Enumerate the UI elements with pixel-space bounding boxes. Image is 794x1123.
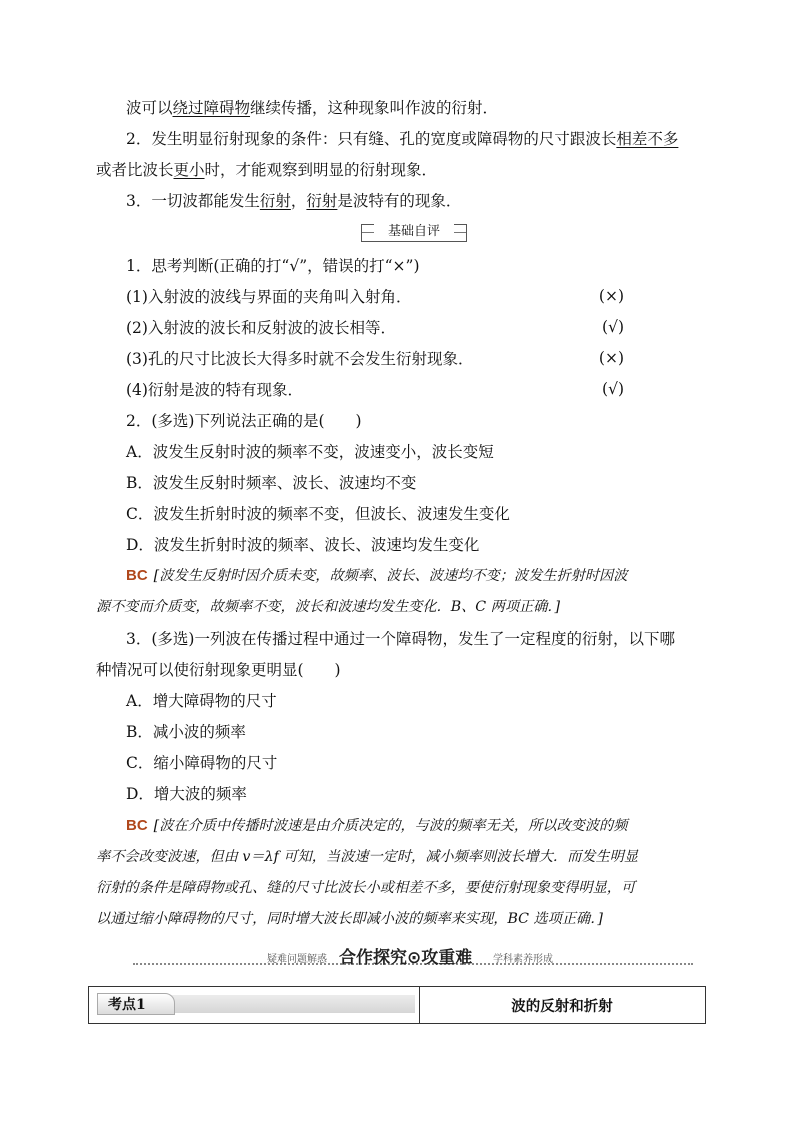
q1-answer-2: (√) [602, 318, 624, 336]
q1-item-4: (4)衍射是波的特有现象． [126, 381, 303, 399]
section-right-caption: 学科素养形成 [493, 954, 553, 965]
intro-line-2 [126, 129, 678, 149]
q2-explanation-line-2: 源不变而介质变，故频率不变，波长和波速均发生变化．B、C 两项正确．] [96, 599, 561, 615]
q3-explanation [96, 810, 702, 935]
q1-item-2: (2)入射波的波长和反射波的波长相等． [126, 319, 396, 337]
text: 或者比波长 [96, 161, 174, 179]
q2-explanation [96, 560, 702, 623]
q3-stem-line-1: 3．(多选)一列波在传播过程中通过一个障碍物，发生了一定程度的衍射，以下哪 [126, 630, 675, 648]
q1-item-1: (1)入射波的波线与界面的夹角叫入射角． [126, 288, 412, 306]
kaodian-title: 波的反射和折射 [511, 999, 613, 1015]
text: [波在介质中传播时波速是由介质决定的，与波的频率无关，所以改变波的频 [153, 818, 628, 834]
text: 波可以 [126, 99, 173, 117]
q3-explanation-line-1 [96, 810, 702, 842]
underlined-text: 绕过障碍物 [172, 99, 251, 117]
q3-answer: BC [126, 817, 148, 834]
section-banner [361, 224, 467, 242]
q3-option-c: C．缩小障碍物的尺寸 [126, 754, 278, 772]
text: ， [290, 192, 307, 210]
underlined-text: 更小 [173, 161, 205, 179]
intro-line-1 [126, 98, 498, 118]
q2-option-a: A．波发生反射时波的频率不变，波速变小，波长变短 [126, 443, 494, 461]
q2-answer: BC [126, 567, 148, 584]
intro-line-3 [96, 160, 437, 180]
kaodian-tab [97, 995, 415, 1013]
underlined-text: 衍射 [259, 192, 291, 210]
text: 2．发生明显衍射现象的条件：只有缝、孔的宽度或障碍物的尺寸跟波长 [126, 130, 617, 148]
q2-option-c: C．波发生折射时波的频率不变，但波长、波速发生变化 [126, 505, 510, 523]
q1-item-3: (3)孔的尺寸比波长大得多时就不会发生衍射现象． [126, 350, 474, 368]
section-divider [133, 946, 693, 968]
q1-answer-4: (√) [602, 380, 624, 398]
q3-explanation-line-4: 以通过缩小障碍物的尺寸，同时增大波长即减小波的频率来实现，BC 选项正确．] [96, 911, 603, 927]
kaodian-table [88, 986, 706, 1024]
q1-answer-1: (×) [598, 287, 624, 305]
q2-option-d: D．波发生折射时波的频率、波长、波速均发生变化 [126, 536, 480, 554]
q3-stem-line-2: 种情况可以使衍射现象更明显( ) [96, 661, 341, 679]
intro-line-4 [126, 191, 461, 211]
underlined-text: 衍射 [306, 192, 338, 210]
q2-stem: 2．(多选)下列说法正确的是( ) [126, 412, 362, 430]
text: 时，才能观察到明显的衍射现象． [204, 161, 438, 179]
q1-title: 1．思考判断(正确的打“√”，错误的打“×”) [126, 257, 420, 275]
q3-option-d: D．增大波的频率 [126, 785, 247, 803]
q3-explanation-line-3: 衍射的条件是障碍物或孔、缝的尺寸比波长小或相差不多，要使衍射现象变得明显，可 [96, 880, 636, 896]
kaodian-label: 考点1 [97, 993, 175, 1015]
underlined-text: 相差不多 [616, 130, 679, 148]
text: 继续传播，这种现象叫作波的衍射． [250, 99, 499, 117]
q3-explanation-line-2: 率不会改变波速，但由 v＝λf 可知，当波速一定时，减小频率则波长增大．而发生明显 [96, 849, 639, 865]
text: 是波特有的现象． [337, 192, 462, 210]
q3-option-b: B．减小波的频率 [126, 723, 246, 741]
banner-label: 基础自评 [374, 223, 454, 241]
q3-option-a: A．增大障碍物的尺寸 [126, 692, 277, 710]
text: [波发生反射时因介质未变，故频率、波长、波速均不变；波发生折射时因波 [153, 568, 628, 584]
section-title: 合作探究⊙攻重难 [339, 948, 473, 968]
section-left-caption: 疑难问题解惑 [267, 954, 327, 965]
q2-explanation-line-1 [96, 560, 702, 592]
q1-answer-3: (×) [598, 349, 624, 367]
text: 3．一切波都能发生 [126, 192, 260, 210]
q2-option-b: B．波发生反射时频率、波长、波速均不变 [126, 474, 417, 492]
